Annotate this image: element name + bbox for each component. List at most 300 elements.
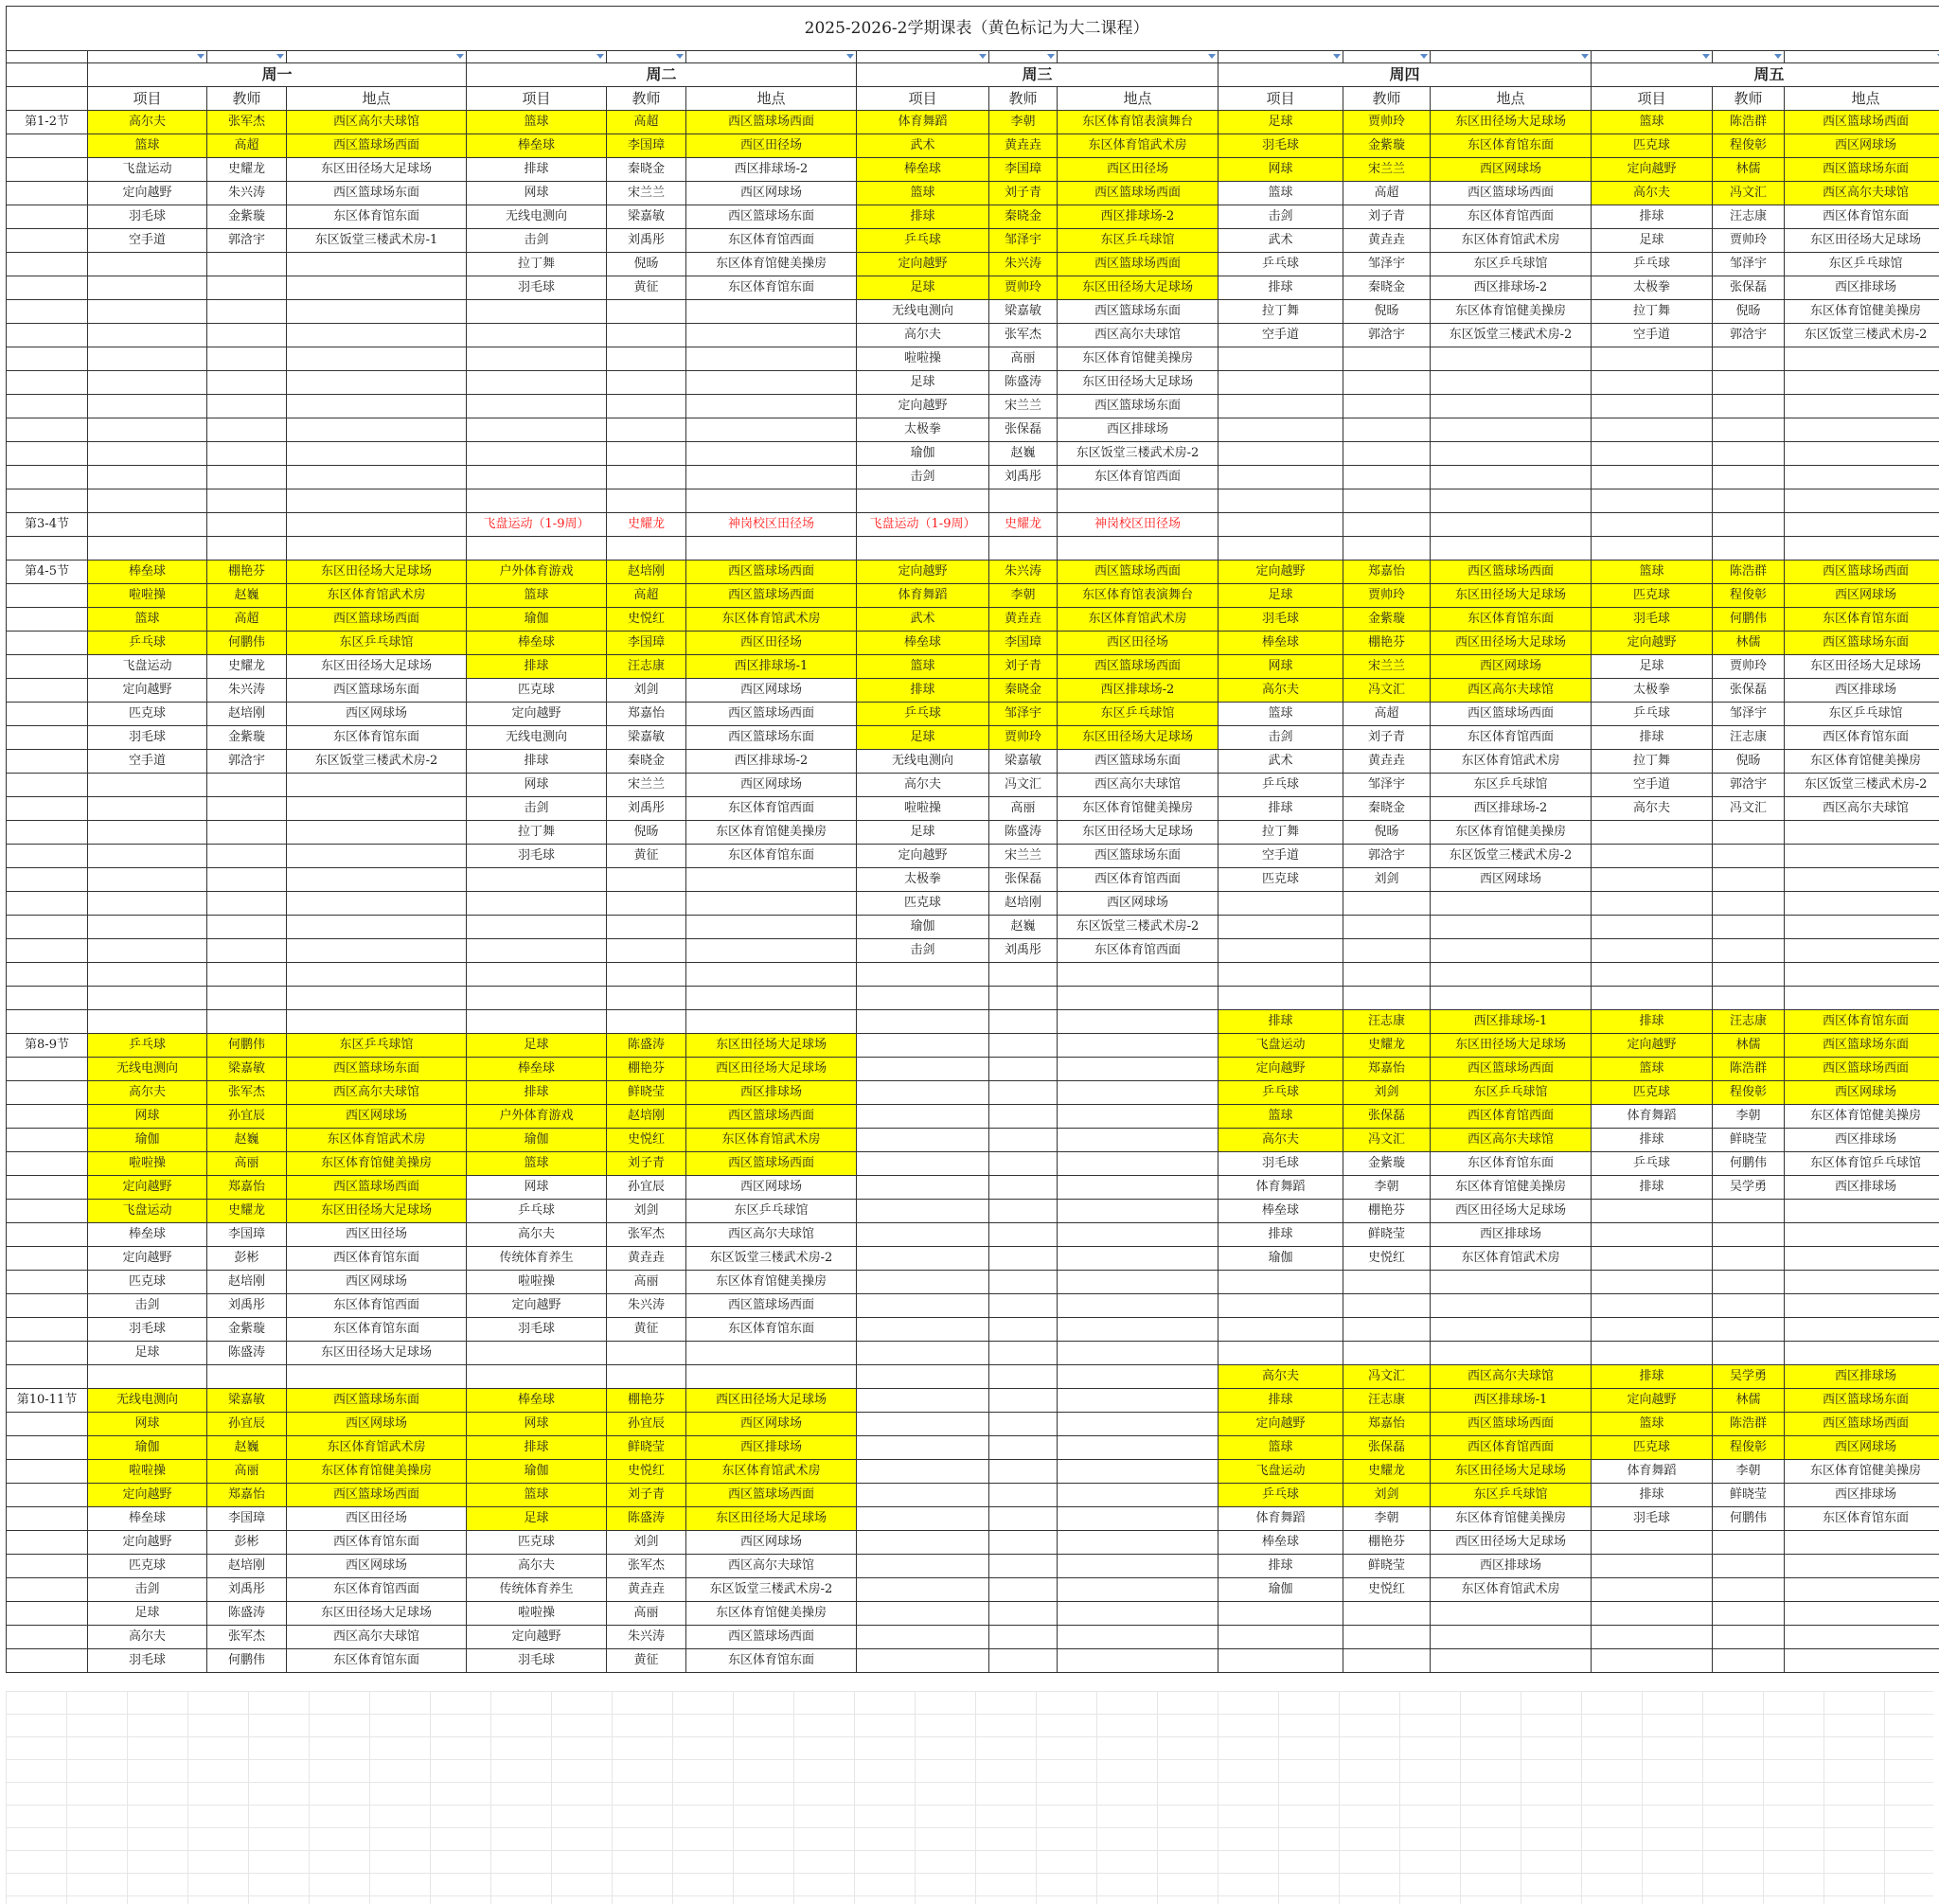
- teacher-cell: 李国璋: [989, 632, 1058, 655]
- course-cell: 体育舞蹈: [1592, 1460, 1713, 1484]
- course-cell: [857, 1649, 989, 1673]
- teacher-cell: [989, 1034, 1058, 1058]
- course-cell: 匹克球: [467, 1531, 607, 1555]
- location-cell: 东区田径场大足球场: [287, 1342, 467, 1365]
- location-cell: [1431, 1271, 1592, 1294]
- course-cell: [857, 1578, 989, 1602]
- course-cell: [1592, 1271, 1713, 1294]
- course-cell: [857, 1129, 989, 1152]
- location-cell: 东区田径场大足球场: [287, 1602, 467, 1626]
- course-cell: 排球: [1219, 1555, 1343, 1578]
- location-cell: [1058, 1034, 1219, 1058]
- teacher-cell: 刘子青: [989, 182, 1058, 205]
- filter-cell: [1713, 51, 1785, 63]
- teacher-cell: 赵巍: [207, 1129, 287, 1152]
- course-cell: 羽毛球: [88, 726, 207, 750]
- location-cell: 东区体育馆武术房: [686, 1460, 857, 1484]
- location-cell: [1785, 1223, 1939, 1247]
- teacher-cell: [607, 466, 686, 489]
- filter-cell: [989, 51, 1058, 63]
- location-cell: 西区篮球场西面: [686, 561, 857, 584]
- location-cell: [287, 916, 467, 939]
- course-cell: 高尔夫: [467, 1555, 607, 1578]
- table-row: [7, 513, 1939, 537]
- course-cell: 定向越野: [1219, 1058, 1343, 1081]
- filter-dropdown-icon[interactable]: [1208, 54, 1216, 59]
- location-cell: 西区高尔夫球馆: [686, 1223, 857, 1247]
- filter-dropdown-icon[interactable]: [1774, 54, 1782, 59]
- teacher-cell: 李朝: [1713, 1105, 1785, 1129]
- location-cell: 东区体育馆武术房: [686, 1129, 857, 1152]
- course-cell: [1592, 1602, 1713, 1626]
- teacher-cell: 陈盛涛: [207, 1602, 287, 1626]
- course-cell: 羽毛球: [1219, 134, 1343, 158]
- teacher-cell: 张保磊: [1713, 679, 1785, 703]
- location-cell: 西区篮球场东面: [1785, 1034, 1939, 1058]
- teacher-cell: [1713, 1342, 1785, 1365]
- teacher-cell: 秦晓金: [1343, 797, 1431, 821]
- teacher-cell: 朱兴涛: [207, 182, 287, 205]
- teacher-cell: 邹泽宇: [1343, 253, 1431, 276]
- location-cell: [1058, 537, 1219, 561]
- course-cell: [1219, 1342, 1343, 1365]
- location-cell: 西区网球场: [1058, 892, 1219, 916]
- location-cell: 西区体育馆东面: [287, 1247, 467, 1271]
- teacher-cell: 冯文汇: [1343, 1129, 1431, 1152]
- location-cell: 东区乒乓球馆: [287, 1034, 467, 1058]
- course-cell: 排球: [1219, 1389, 1343, 1413]
- course-cell: [857, 1365, 989, 1389]
- teacher-cell: [989, 1531, 1058, 1555]
- teacher-cell: [1343, 939, 1431, 963]
- teacher-cell: 金紫璇: [207, 205, 287, 229]
- teacher-cell: [1343, 442, 1431, 466]
- filter-dropdown-icon[interactable]: [979, 54, 987, 59]
- location-cell: 西区网球场: [1431, 868, 1592, 892]
- teacher-cell: 郭浛宇: [1713, 774, 1785, 797]
- filter-dropdown-icon[interactable]: [1047, 54, 1055, 59]
- filter-dropdown-icon[interactable]: [676, 54, 684, 59]
- period-label: [7, 1129, 88, 1152]
- course-cell: 匹克球: [88, 1555, 207, 1578]
- course-cell: 武术: [857, 608, 989, 632]
- teacher-cell: 陈盛涛: [989, 371, 1058, 395]
- teacher-cell: [607, 987, 686, 1010]
- location-cell: 东区体育馆东面: [686, 1318, 857, 1342]
- period-label: [7, 1105, 88, 1129]
- location-cell: 西区网球场: [686, 679, 857, 703]
- teacher-cell: [1343, 1271, 1431, 1294]
- teacher-cell: [1713, 537, 1785, 561]
- location-cell: 东区乒乓球馆: [1058, 703, 1219, 726]
- location-cell: 西区篮球场西面: [686, 1626, 857, 1649]
- location-cell: 西区排球场: [1431, 1555, 1592, 1578]
- teacher-cell: 朱兴涛: [989, 561, 1058, 584]
- course-cell: 排球: [467, 1436, 607, 1460]
- location-cell: [1058, 1081, 1219, 1105]
- filter-dropdown-icon[interactable]: [456, 54, 464, 59]
- teacher-cell: 梁嘉敏: [607, 726, 686, 750]
- location-cell: 东区体育馆武术房: [287, 1129, 467, 1152]
- filter-cell: [207, 51, 287, 63]
- course-cell: 匹克球: [467, 679, 607, 703]
- period-label: [7, 1223, 88, 1247]
- table-row: [7, 987, 1939, 1010]
- empty-sheet-grid: [6, 1691, 1933, 1904]
- period-label: [7, 1578, 88, 1602]
- course-cell: 定向越野: [467, 1626, 607, 1649]
- course-cell: 瑜伽: [1219, 1247, 1343, 1271]
- location-cell: [1058, 1318, 1219, 1342]
- course-cell: [88, 916, 207, 939]
- course-cell: [467, 442, 607, 466]
- teacher-cell: 林儒: [1713, 158, 1785, 182]
- teacher-cell: 黄垚垚: [607, 1247, 686, 1271]
- course-cell: [1219, 442, 1343, 466]
- teacher-cell: [989, 1129, 1058, 1152]
- course-cell: [467, 324, 607, 347]
- course-cell: 高尔夫: [467, 1223, 607, 1247]
- teacher-cell: [989, 1342, 1058, 1365]
- location-cell: 西区篮球场西面: [686, 703, 857, 726]
- teacher-cell: 倪旸: [1343, 821, 1431, 845]
- teacher-cell: 陈盛涛: [207, 1342, 287, 1365]
- location-cell: 西区体育馆东面: [1785, 205, 1939, 229]
- period-label: [7, 608, 88, 632]
- location-cell: 东区体育馆健美操房: [1058, 797, 1219, 821]
- teacher-cell: 梁嘉敏: [207, 1389, 287, 1413]
- location-cell: [686, 418, 857, 442]
- location-cell: 东区体育馆东面: [686, 276, 857, 300]
- course-cell: [1219, 1626, 1343, 1649]
- teacher-cell: [607, 1010, 686, 1034]
- location-cell: 东区田径场大足球场: [1058, 276, 1219, 300]
- period-label: [7, 1271, 88, 1294]
- location-cell: [1785, 939, 1939, 963]
- teacher-cell: [989, 1271, 1058, 1294]
- teacher-cell: 金紫璇: [1343, 134, 1431, 158]
- location-cell: 神岗校区田径场: [1058, 513, 1219, 537]
- course-cell: 棒垒球: [467, 1058, 607, 1081]
- teacher-cell: 棚艳芬: [207, 561, 287, 584]
- course-cell: 定向越野: [1592, 158, 1713, 182]
- course-cell: 足球: [857, 821, 989, 845]
- table-row: [7, 418, 1939, 442]
- teacher-cell: [1713, 1200, 1785, 1223]
- teacher-cell: 黄垚垚: [989, 134, 1058, 158]
- course-cell: 瑜伽: [857, 442, 989, 466]
- filter-dropdown-icon[interactable]: [596, 54, 604, 59]
- period-label: [7, 679, 88, 703]
- location-cell: [686, 939, 857, 963]
- location-cell: 西区排球场: [1785, 1484, 1939, 1507]
- teacher-cell: 程俊彰: [1713, 1081, 1785, 1105]
- course-cell: [857, 1342, 989, 1365]
- teacher-cell: 高丽: [207, 1460, 287, 1484]
- location-cell: [1058, 1649, 1219, 1673]
- course-cell: 无线电测向: [467, 726, 607, 750]
- location-cell: [1431, 371, 1592, 395]
- course-cell: 棒垒球: [467, 1389, 607, 1413]
- location-cell: 西区网球场: [686, 1176, 857, 1200]
- table-row: [7, 253, 1939, 276]
- course-cell: 武术: [1219, 750, 1343, 774]
- course-cell: 飞盘运动（1-9周）: [857, 513, 989, 537]
- course-cell: 排球: [857, 679, 989, 703]
- location-cell: [686, 963, 857, 987]
- filter-dropdown-icon[interactable]: [276, 54, 284, 59]
- course-cell: [467, 868, 607, 892]
- period-label: [7, 276, 88, 300]
- course-cell: 排球: [1592, 1176, 1713, 1200]
- course-cell: 乒乓球: [1592, 253, 1713, 276]
- course-cell: 高尔夫: [88, 111, 207, 134]
- teacher-cell: [207, 418, 287, 442]
- teacher-cell: 史耀龙: [1343, 1460, 1431, 1484]
- course-cell: [1219, 371, 1343, 395]
- teacher-cell: 高超: [1343, 182, 1431, 205]
- teacher-cell: [1713, 987, 1785, 1010]
- filter-dropdown-icon[interactable]: [846, 54, 854, 59]
- location-cell: [287, 963, 467, 987]
- course-cell: [1592, 939, 1713, 963]
- teacher-cell: 黄征: [607, 1649, 686, 1673]
- location-cell: 西区网球场: [1431, 158, 1592, 182]
- table-row: [7, 1555, 1939, 1578]
- table-row: [7, 276, 1939, 300]
- location-cell: 西区篮球场西面: [1785, 561, 1939, 584]
- location-cell: [287, 253, 467, 276]
- filter-dropdown-icon[interactable]: [1420, 54, 1428, 59]
- teacher-cell: [1713, 916, 1785, 939]
- period-label: [7, 395, 88, 418]
- location-cell: 西区篮球场西面: [686, 1152, 857, 1176]
- course-cell: 棒垒球: [467, 632, 607, 655]
- table-row: [7, 1176, 1939, 1200]
- teacher-cell: [607, 892, 686, 916]
- teacher-cell: [989, 987, 1058, 1010]
- course-cell: [88, 466, 207, 489]
- filter-cell: [7, 51, 88, 63]
- teacher-cell: 刘子青: [607, 1484, 686, 1507]
- teacher-cell: 刘禹彤: [607, 229, 686, 253]
- teacher-cell: [1713, 1318, 1785, 1342]
- table-row: [7, 300, 1939, 324]
- teacher-cell: 鲜晓莹: [1343, 1223, 1431, 1247]
- course-cell: [88, 395, 207, 418]
- course-cell: 拉丁舞: [467, 253, 607, 276]
- teacher-cell: [1343, 371, 1431, 395]
- table-row: [7, 111, 1939, 134]
- course-cell: [857, 1200, 989, 1223]
- teacher-cell: 汪志康: [1713, 205, 1785, 229]
- teacher-cell: 郑嘉怡: [1343, 1413, 1431, 1436]
- course-cell: 足球: [857, 276, 989, 300]
- teacher-cell: 朱兴涛: [989, 253, 1058, 276]
- teacher-cell: 贾帅玲: [989, 276, 1058, 300]
- teacher-cell: [1343, 1602, 1431, 1626]
- teacher-cell: 邹泽宇: [1713, 703, 1785, 726]
- teacher-cell: [1343, 537, 1431, 561]
- location-cell: 西区田径场: [287, 1223, 467, 1247]
- location-cell: [686, 537, 857, 561]
- teacher-cell: [207, 963, 287, 987]
- teacher-cell: 梁嘉敏: [989, 750, 1058, 774]
- location-cell: 西区网球场: [1785, 134, 1939, 158]
- filter-dropdown-icon[interactable]: [1581, 54, 1589, 59]
- teacher-cell: 刘禹彤: [207, 1578, 287, 1602]
- course-cell: 击剑: [467, 229, 607, 253]
- location-cell: 西区篮球场西面: [1058, 253, 1219, 276]
- teacher-cell: 何鹏伟: [207, 1649, 287, 1673]
- table-row: [7, 797, 1939, 821]
- teacher-cell: 刘子青: [1343, 205, 1431, 229]
- location-cell: 西区排球场: [1785, 1176, 1939, 1200]
- teacher-cell: [989, 1318, 1058, 1342]
- course-cell: 棒垒球: [857, 632, 989, 655]
- course-cell: 篮球: [1592, 1058, 1713, 1081]
- location-cell: [1431, 442, 1592, 466]
- teacher-cell: 贾帅玲: [1343, 584, 1431, 608]
- teacher-cell: 陈浩群: [1713, 1058, 1785, 1081]
- period-label: [7, 253, 88, 276]
- location-cell: 东区体育馆东面: [287, 1318, 467, 1342]
- location-cell: 东区体育馆东面: [287, 1649, 467, 1673]
- course-cell: [857, 489, 989, 513]
- teacher-cell: 秦晓金: [1343, 276, 1431, 300]
- course-cell: 篮球: [1219, 1436, 1343, 1460]
- course-cell: [88, 253, 207, 276]
- period-label: [7, 324, 88, 347]
- teacher-cell: 陈盛涛: [607, 1034, 686, 1058]
- location-cell: [287, 276, 467, 300]
- course-cell: 排球: [1219, 1010, 1343, 1034]
- teacher-cell: [989, 1294, 1058, 1318]
- teacher-cell: [207, 916, 287, 939]
- course-cell: 匹克球: [1219, 868, 1343, 892]
- period-label: [7, 1507, 88, 1531]
- teacher-cell: 李朝: [989, 584, 1058, 608]
- course-cell: [467, 489, 607, 513]
- location-cell: [1785, 1271, 1939, 1294]
- filter-dropdown-icon[interactable]: [1333, 54, 1341, 59]
- teacher-cell: [1713, 963, 1785, 987]
- course-cell: 羽毛球: [1592, 1507, 1713, 1531]
- course-cell: 棒垒球: [857, 158, 989, 182]
- teacher-cell: [207, 821, 287, 845]
- location-cell: 西区排球场: [1431, 1223, 1592, 1247]
- teacher-cell: [989, 1602, 1058, 1626]
- location-cell: 西区排球场-2: [1431, 276, 1592, 300]
- teacher-cell: 李朝: [1343, 1176, 1431, 1200]
- course-cell: 瑜伽: [467, 1129, 607, 1152]
- teacher-cell: 史耀龙: [1343, 1034, 1431, 1058]
- teacher-cell: 邹泽宇: [989, 703, 1058, 726]
- course-cell: [1592, 1223, 1713, 1247]
- filter-cell: [1343, 51, 1431, 63]
- period-label: [7, 371, 88, 395]
- course-cell: 棒垒球: [88, 1507, 207, 1531]
- course-cell: [1219, 939, 1343, 963]
- course-cell: 网球: [1219, 655, 1343, 679]
- column-header-teacher: 教师: [1713, 87, 1785, 111]
- course-cell: 棒垒球: [1219, 632, 1343, 655]
- location-cell: [1058, 1389, 1219, 1413]
- course-cell: [1219, 1649, 1343, 1673]
- course-cell: 拉丁舞: [1219, 300, 1343, 324]
- filter-dropdown-icon[interactable]: [197, 54, 205, 59]
- teacher-cell: 汪志康: [1713, 1010, 1785, 1034]
- location-cell: [1785, 1342, 1939, 1365]
- table-row: [7, 1389, 1939, 1413]
- location-cell: 西区篮球场东面: [287, 679, 467, 703]
- course-cell: 啦啦操: [88, 1460, 207, 1484]
- location-cell: 东区体育馆健美操房: [287, 1152, 467, 1176]
- period-label: [7, 134, 88, 158]
- table-row: [7, 821, 1939, 845]
- period-label: 第10-11节: [7, 1389, 88, 1413]
- teacher-cell: [989, 537, 1058, 561]
- location-cell: [1785, 1200, 1939, 1223]
- column-header-teacher: 教师: [207, 87, 287, 111]
- period-label: [7, 726, 88, 750]
- filter-dropdown-icon[interactable]: [1702, 54, 1710, 59]
- teacher-cell: 高超: [207, 134, 287, 158]
- location-cell: 西区篮球场东面: [1785, 632, 1939, 655]
- course-cell: 匹克球: [1592, 134, 1713, 158]
- teacher-cell: [207, 774, 287, 797]
- teacher-cell: 吴学勇: [1713, 1176, 1785, 1200]
- course-cell: 定向越野: [88, 679, 207, 703]
- course-cell: 足球: [1219, 584, 1343, 608]
- teacher-cell: 张军杰: [989, 324, 1058, 347]
- table-row: [7, 347, 1939, 371]
- location-cell: 西区篮球场西面: [287, 134, 467, 158]
- course-cell: 飞盘运动: [1219, 1460, 1343, 1484]
- location-cell: 东区饭堂三楼武术房-2: [686, 1578, 857, 1602]
- teacher-cell: 李国璋: [607, 632, 686, 655]
- location-cell: 西区网球场: [287, 703, 467, 726]
- teacher-cell: [1713, 395, 1785, 418]
- course-cell: [1219, 1602, 1343, 1626]
- teacher-cell: [1343, 1318, 1431, 1342]
- teacher-cell: 史耀龙: [207, 655, 287, 679]
- table-row: [7, 561, 1939, 584]
- location-cell: 东区乒乓球馆: [1785, 253, 1939, 276]
- location-cell: [1058, 1271, 1219, 1294]
- period-label: [7, 939, 88, 963]
- teacher-cell: [1713, 939, 1785, 963]
- period-label: [7, 182, 88, 205]
- location-cell: 东区田径场大足球场: [1058, 821, 1219, 845]
- course-cell: 无线电测向: [467, 205, 607, 229]
- course-cell: 足球: [467, 1034, 607, 1058]
- course-cell: [1592, 371, 1713, 395]
- teacher-cell: 鲜晓莹: [1343, 1555, 1431, 1578]
- course-cell: 排球: [857, 205, 989, 229]
- table-row: [7, 1271, 1939, 1294]
- course-cell: 武术: [857, 134, 989, 158]
- location-cell: 西区高尔夫球馆: [1785, 182, 1939, 205]
- course-cell: 篮球: [467, 1484, 607, 1507]
- course-cell: 啦啦操: [88, 584, 207, 608]
- location-cell: 西区篮球场西面: [1431, 182, 1592, 205]
- course-cell: 排球: [1219, 1223, 1343, 1247]
- teacher-cell: 程俊彰: [1713, 134, 1785, 158]
- table-row: [7, 1602, 1939, 1626]
- course-cell: 定向越野: [1592, 1389, 1713, 1413]
- table-row: [7, 229, 1939, 253]
